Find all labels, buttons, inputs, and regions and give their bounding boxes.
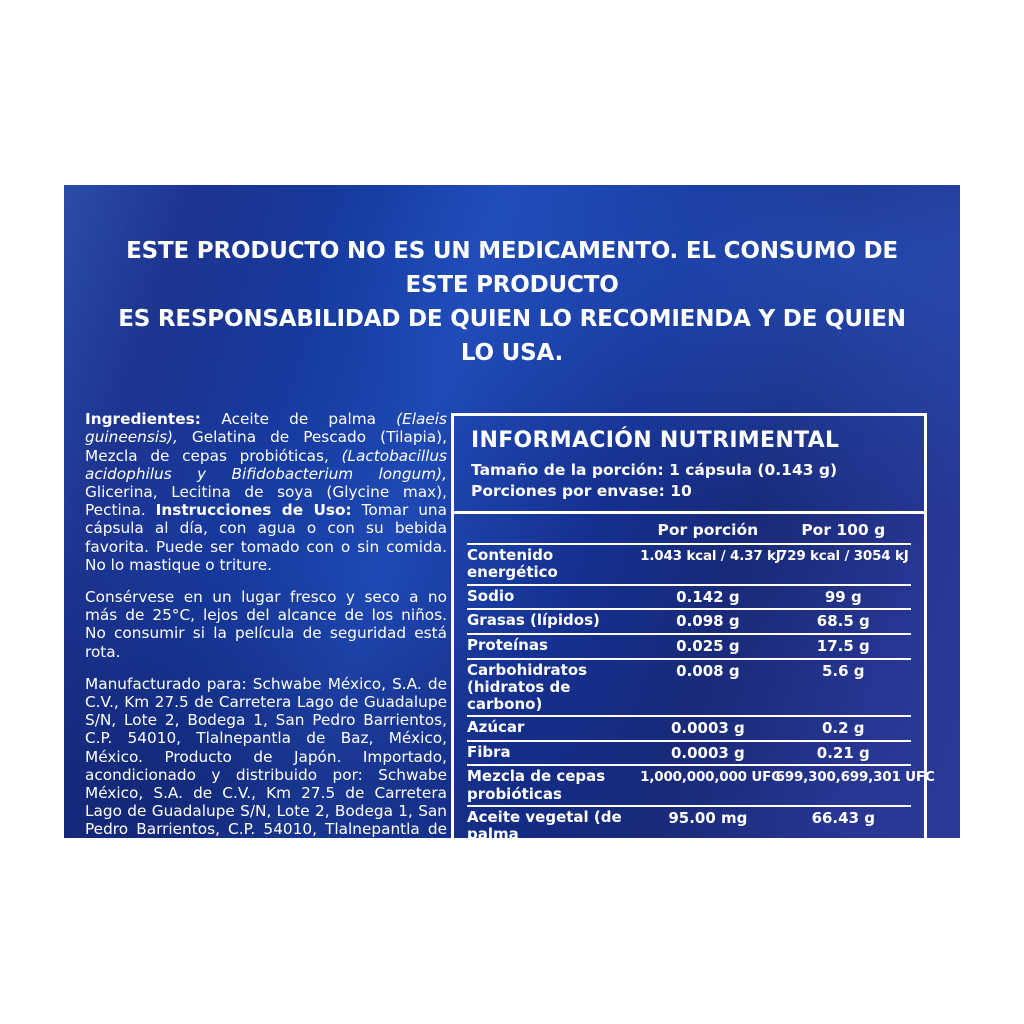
nutrition-row-label: Azúcar [467,718,525,737]
value-per-portion: 0.0003 g [670,743,745,762]
value-per-portion: 24.34 mg [668,901,748,920]
left-paragraph: Manufacturado para: Schwabe México, S.A. de C.V., Km 27.5 de Carretera Lago de Guadalupe S/N, Lote 2, Bodega 1, San Pedro Barrientos, C.P. 54010, Tlalnepantla de Baz, México, México. Producto de Japón. Importado, acondicionado y distribuido por: Schwabe México, S.A. de C.V., Km 27.5 de Carretera Lago de Guadalupe S/N, Lote 2, Bodega 1, San Pedro Barrientos, C.P. 54010, Tlalnepantla de Baz, México, México. [85,674,447,857]
nutrition-row-label: Fibra [467,742,511,761]
nutrition-table-header [454,416,924,514]
nutrition-row-label: Aceite vegetal (de palma Africana de aceite, Elaeis guineensis) [467,808,627,895]
nutrition-title: INFORMACIÓN NUTRIMENTAL [471,428,840,454]
warning-text [102,234,922,370]
value-per-100g: 17.5 g [816,636,870,655]
column-header-per-portion: Por porción [657,521,759,540]
left-column-text [85,410,447,895]
nutrition-row-label: Grasas (lípidos) [467,611,600,630]
value-per-portion: 0.0003 g [670,719,745,738]
value-per-100g: 68.5 g [816,612,870,631]
value-per-portion: 0.66 mg [673,1002,743,1021]
label-panel [64,185,960,1021]
nutrition-row-label: Carbohidratos (hidratos de carbono) [467,660,588,713]
value-per-portion: 95.00 mg [668,809,748,828]
value-per-portion: 0.098 g [676,612,740,631]
value-per-100g: 699,300,699,301 UFC [775,769,935,786]
value-per-portion: 1,000,000,000 UFC [640,769,781,786]
value-per-portion: 0.025 g [676,636,740,655]
serving-size: Tamaño de la porción: 1 cápsula (0.143 g) [471,461,838,480]
nutrition-row-label: Gelatina de pescado (Tilapia) [467,903,617,934]
servings-per-container: Porciones por envase: 10 [471,481,692,500]
nutrition-row [467,742,911,767]
nutrition-row [467,807,911,899]
value-per-100g: 17.02 g [811,901,875,920]
nutrition-row-label: Pectina [467,1001,531,1020]
nutrition-row [467,660,911,718]
value-per-100g: 729 kcal / 3054 kJ [777,548,909,565]
nutrition-row [467,962,911,1001]
nutrition-row [467,1001,911,1024]
value-per-portion: 1.043 kcal / 4.37 kJ [640,548,781,565]
column-headers-row [467,518,911,545]
nutrition-row-label: Contenido energético [467,546,558,582]
nutrition-facts-table [451,413,935,1024]
nutrition-row [467,938,911,963]
nutrition-row-label: Glicerina vegetal [467,938,611,957]
trademark-note: ® Marca Registrada [85,876,239,895]
value-per-100g: 0.21 g [816,743,870,762]
column-header-per-100g: Por 100 g [801,521,886,540]
nutrition-table-body [454,514,935,1024]
value-per-portion: 3.20 mg [673,964,743,983]
value-per-100g: 5.52 g [816,939,870,958]
value-per-100g: 66.43 g [811,809,875,828]
nutrition-row-label: Lecitina de soya (Glycine max) [467,966,587,997]
value-per-portion: 0.008 g [676,661,740,680]
nutrition-row [467,610,911,635]
nutrition-row [467,899,911,938]
left-paragraph: Consérvese en un lugar fresco y seco a no más de 25°C, lejos del alcance de los niños. No consumir si la película de seguridad está rota. [85,587,447,661]
panel-content [64,410,960,1024]
nutrition-row-label: Mezcla de cepas probióticas [467,767,606,803]
left-paragraph: Ingredientes: Aceite de palma (Elaeis guineensis), Gelatina de Pescado (Tilapia), Mezcla de cepas probióticas, (Lactobacillus acidophilus y Bifidobacterium longum), Glicerina, Lecitina de soya (Glycine max), Pectina. Instrucciones de Uso: Tomar una cápsula al día, con agua o con su bebida favorita. Puede ser tomado con o sin comida. No lo mastique o triture. [85,410,447,574]
value-per-100g: 0.2 g [821,719,865,738]
column-header-spacer [467,521,640,539]
nutrition-row [467,635,911,660]
nutrition-row [467,586,911,611]
value-per-100g: 0.46 g [816,1002,870,1021]
nutrition-rows [467,545,935,1024]
nutrition-row [467,545,911,586]
nutrition-row-label: Proteínas [467,635,548,654]
nutrition-row [467,766,935,807]
value-per-portion: 7.89 mg [673,939,743,958]
value-per-portion: 0.142 g [676,587,740,606]
warning-line-1: ESTE PRODUCTO NO ES UN MEDICAMENTO. EL CONSUMO DE ESTE PRODUCTO [126,238,898,299]
nutrition-row [467,717,911,742]
warning-line-2: ES RESPONSABILIDAD DE QUIEN LO RECOMIENDA Y DE QUIEN LO USA. [118,306,906,367]
value-per-100g: 5.6 g [821,661,865,680]
value-per-100g: 2.24 g [816,964,870,983]
value-per-100g: 99 g [824,587,862,606]
nutrition-row-label: Sodio [467,586,515,605]
